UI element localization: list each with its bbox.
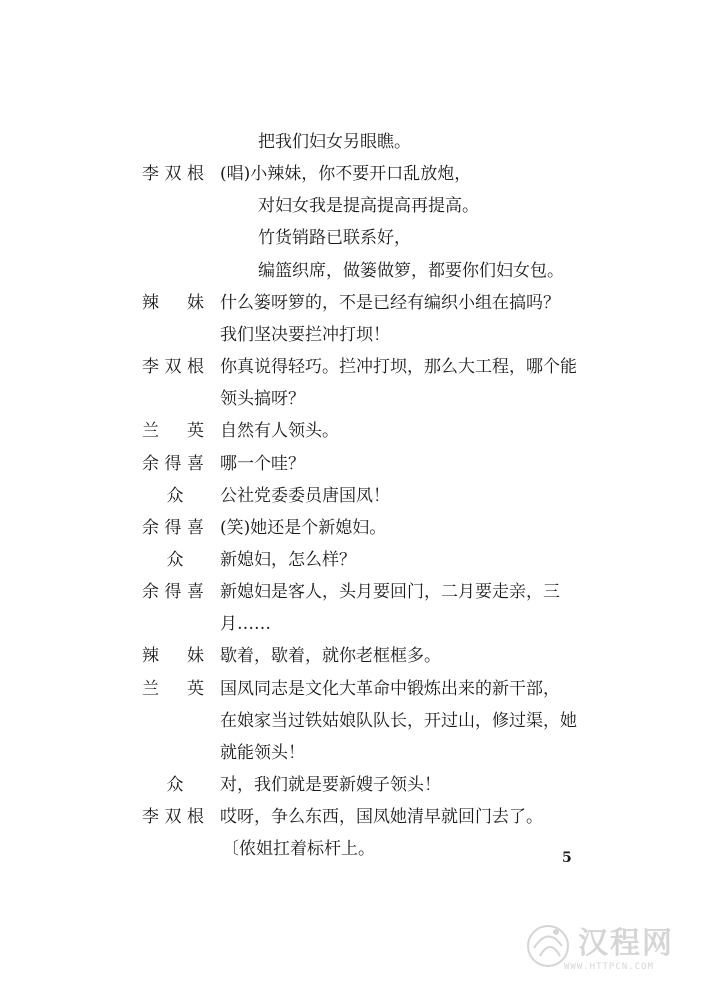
stage-direction: 〔侬姐扛着标杆上。 <box>222 839 375 860</box>
watermark <box>520 912 700 982</box>
script-line <box>0 705 710 737</box>
dialogue-text: 就能领头！ <box>220 742 305 763</box>
dialogue-text: (笑)她还是个新媳妇。 <box>220 517 387 538</box>
watermark-title: 汉程网 <box>578 926 674 961</box>
dialogue-text: 编篮织席，做篓做箩，都要你们妇女包。 <box>258 260 564 281</box>
script-line <box>0 833 710 865</box>
dialogue-text: 对妇女我是提高提高再提高。 <box>258 196 479 217</box>
dialogue-text: 把我们妇女另眼瞧。 <box>258 132 411 152</box>
dialogue-text: 国凤同志是文化大革命中锻炼出来的新干部， <box>220 678 560 699</box>
script-line <box>0 576 710 608</box>
dialogue-text: 公社党委委员唐国凤！ <box>220 485 390 506</box>
script-line <box>0 512 710 544</box>
script-line <box>0 319 710 351</box>
dialogue-text: 月…… <box>220 614 271 635</box>
speaker-name: 李双根 <box>142 357 204 378</box>
speaker-name: 众 <box>166 549 184 570</box>
script-line <box>0 673 710 705</box>
speaker-name: 辣妹 <box>142 292 204 313</box>
script-line <box>0 351 710 383</box>
script-line <box>0 158 710 190</box>
speaker-name: 余得喜 <box>142 582 204 603</box>
dialogue-text: 什么篓呀箩的，不是已经有编织小组在搞吗？ <box>220 292 560 313</box>
dialogue-text: 对，我们就是要新嫂子领头！ <box>220 775 441 795</box>
speaker-name: 兰英 <box>142 421 204 442</box>
script-line <box>0 448 710 480</box>
speaker-name: 李双根 <box>142 164 204 185</box>
dialogue-text: 我们坚决要拦冲打坝！ <box>220 324 390 345</box>
dialogue-text: 歇着，歇着，就你老框框多。 <box>220 646 441 667</box>
script-line <box>0 126 710 158</box>
script-line <box>0 801 710 833</box>
script-line <box>0 383 710 415</box>
dialogue-text: 新媳妇是客人，头月要回门，二月要走亲，三 <box>220 582 560 603</box>
dialogue-text: 哎呀，争么东西，国凤她清早就回门去了。 <box>220 807 543 828</box>
page-number: 5 <box>562 850 572 866</box>
script-line <box>0 190 710 222</box>
dialogue-text: 自然有人领头。 <box>220 421 339 442</box>
script-line <box>0 287 710 319</box>
script-line <box>0 769 710 801</box>
script-line <box>0 544 710 576</box>
speaker-name: 余得喜 <box>142 453 204 474</box>
speaker-name: 兰英 <box>142 678 204 699</box>
dialogue-text: 你真说得轻巧。拦冲打坝，那么大工程，哪个能 <box>220 357 577 378</box>
script-line <box>0 480 710 512</box>
script-line <box>0 608 710 640</box>
dialogue-text: 领头搞呀？ <box>220 389 305 410</box>
dialogue-text: 哪一个哇？ <box>220 453 305 474</box>
script-line <box>0 415 710 447</box>
dialogue-text: (唱)小辣妹，你不要开口乱放炮， <box>220 164 472 185</box>
script-line <box>0 737 710 769</box>
dialogue-text: 新媳妇，怎么样？ <box>220 549 356 570</box>
speaker-name: 辣妹 <box>142 646 204 667</box>
speaker-name: 众 <box>166 775 184 795</box>
watermark-url: WWW.HTTPCN.COM <box>564 962 654 972</box>
script-line <box>0 640 710 672</box>
dialogue-text: 竹货销路已联系好， <box>258 228 411 249</box>
script-line <box>0 222 710 254</box>
speaker-name: 李双根 <box>142 807 204 828</box>
speaker-name: 众 <box>166 485 184 506</box>
dialogue-text: 在娘家当过铁姑娘队队长，开过山，修过渠，她 <box>220 710 577 731</box>
speaker-name: 余得喜 <box>142 517 204 538</box>
script-line <box>0 255 710 287</box>
